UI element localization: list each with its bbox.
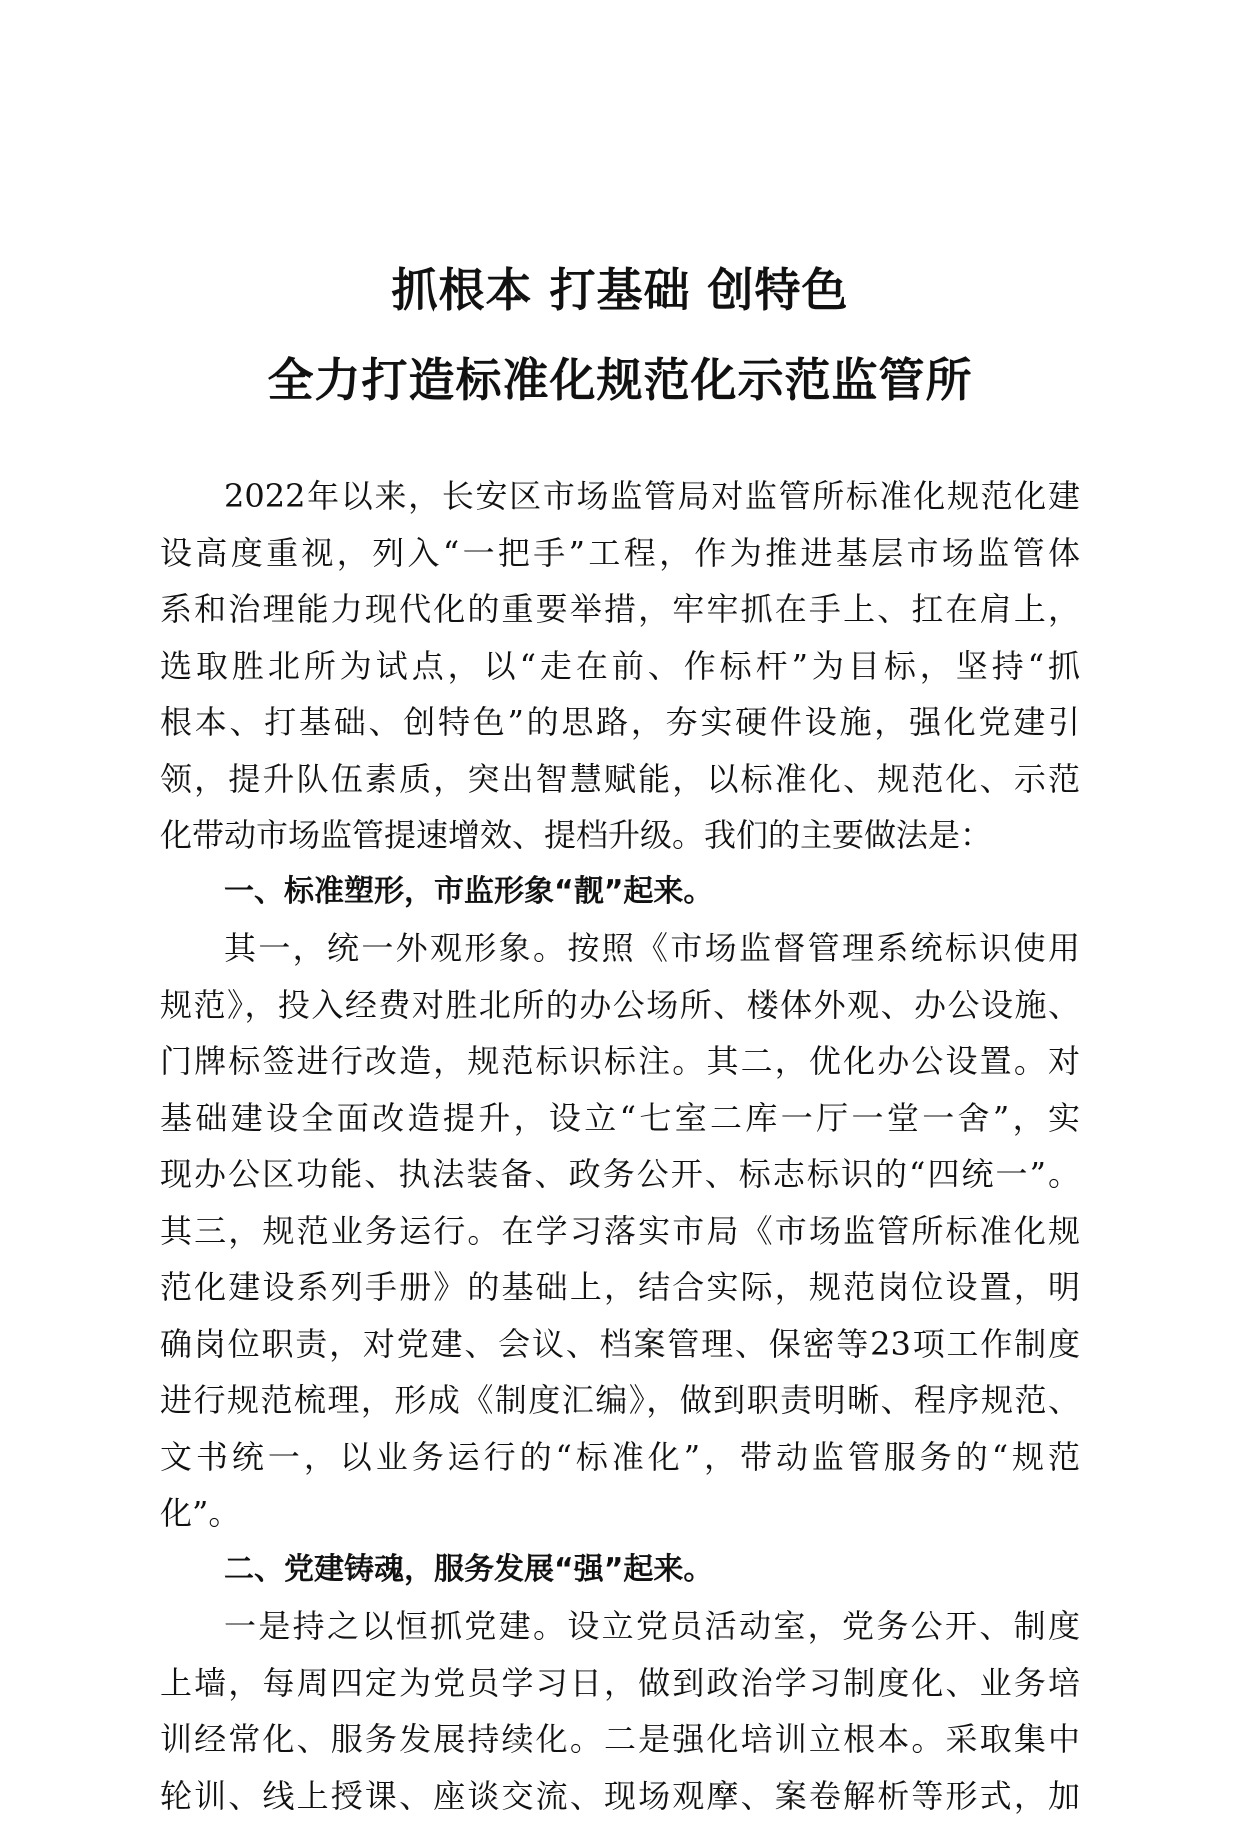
paragraph-line: 范化建设系列手册》的基础上，结合实际，规范岗位设置，明 bbox=[160, 1259, 1080, 1316]
paragraph-line: 其一，统一外观形象。按照《市场监督管理系统标识使用 bbox=[160, 920, 1080, 977]
paragraph-line: 文书统一，以业务运行的“标准化”，带动监管服务的“规范 bbox=[160, 1429, 1080, 1486]
paragraph-line: 2022年以来，长安区市场监管局对监管所标准化规范化建 bbox=[160, 468, 1080, 525]
section-heading-2: 二、党建铸魂，服务发展“强”起来。 bbox=[160, 1542, 1080, 1599]
paragraph-line: 上墙，每周四定为党员学习日，做到政治学习制度化、业务培 bbox=[160, 1655, 1080, 1712]
paragraph-line: 系和治理能力现代化的重要举措，牢牢抓在手上、扛在肩上， bbox=[160, 581, 1080, 638]
paragraph-line: 门牌标签进行改造，规范标识标注。其二，优化办公设置。对 bbox=[160, 1033, 1080, 1090]
paragraph-line: 训经常化、服务发展持续化。二是强化培训立根本。采取集中 bbox=[160, 1711, 1080, 1768]
paragraph-line: 一是持之以恒抓党建。设立党员活动室，党务公开、制度 bbox=[160, 1598, 1080, 1655]
paragraph-line: 化”。 bbox=[160, 1485, 1080, 1542]
section-heading-1: 一、标准塑形，市监形象“靓”起来。 bbox=[160, 864, 1080, 921]
paragraph-line: 其三，规范业务运行。在学习落实市局《市场监管所标准化规 bbox=[160, 1203, 1080, 1260]
paragraph-line: 规范》，投入经费对胜北所的办公场所、楼体外观、办公设施、 bbox=[160, 977, 1080, 1034]
page-title-line-1: 抓根本 打基础 创特色 bbox=[0, 262, 1240, 318]
paragraph-line: 选取胜北所为试点，以“走在前、作标杆”为目标，坚持“抓 bbox=[160, 638, 1080, 695]
paragraph-line: 根本、打基础、创特色”的思路，夯实硬件设施，强化党建引 bbox=[160, 694, 1080, 751]
paragraph-line: 轮训、线上授课、座谈交流、现场观摩、案卷解析等形式，加 bbox=[160, 1768, 1080, 1824]
page-title-line-2: 全力打造标准化规范化示范监管所 bbox=[0, 352, 1240, 408]
paragraph-line: 进行规范梳理，形成《制度汇编》，做到职责明晰、程序规范、 bbox=[160, 1372, 1080, 1429]
article-body bbox=[160, 468, 1080, 1824]
paragraph-line: 化带动市场监管提速增效、提档升级。我们的主要做法是： bbox=[160, 807, 1080, 864]
paragraph-line: 现办公区功能、执法装备、政务公开、标志标识的“四统一”。 bbox=[160, 1146, 1080, 1203]
paragraph-line: 领，提升队伍素质，突出智慧赋能，以标准化、规范化、示范 bbox=[160, 751, 1080, 808]
paragraph-line: 确岗位职责，对党建、会议、档案管理、保密等23项工作制度 bbox=[160, 1316, 1080, 1373]
paragraph-line: 基础建设全面改造提升，设立“七室二库一厅一堂一舍”，实 bbox=[160, 1090, 1080, 1147]
paragraph-line: 设高度重视，列入“一把手”工程，作为推进基层市场监管体 bbox=[160, 525, 1080, 582]
